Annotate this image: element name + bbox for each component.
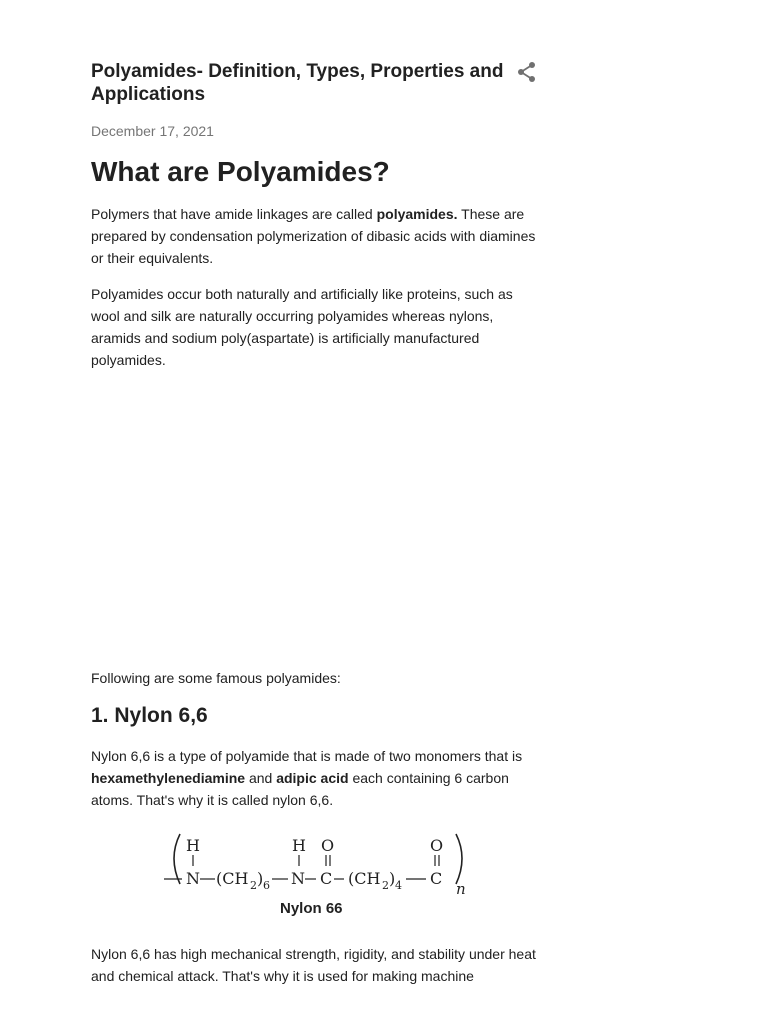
paragraph-nylon66: Nylon 6,6 is a type of polyamide that is made of two monomers that is hexamethylenediamine and adipic acid each containing 6 carbon atoms. That's why it is called nylon 6,6. (91, 748, 523, 808)
c-atom: C (430, 869, 443, 888)
h-atom: H (292, 836, 306, 855)
bold-term: adipic acid (276, 770, 349, 786)
formula-caption: Nylon 66 (280, 900, 343, 917)
o-atom: O (321, 836, 335, 855)
section-heading-nylon66: 1. Nylon 6,6 (91, 704, 208, 727)
paragraph-occurrence: Polyamides occur both naturally and artificially like proteins, such as wool and silk are naturally occurring polyamides whereas nylons, aramids and sodium poly(aspartate) is artificially manufactured polyamides. (91, 286, 513, 368)
repeat-count: n (456, 880, 466, 898)
c-atom: C (320, 869, 333, 888)
subscript: 2 (250, 879, 257, 892)
n-atom: N (186, 869, 200, 888)
post-title: Polyamides- Definition, Types, Properties and Applications (91, 61, 504, 105)
svg-text:): ) (257, 869, 264, 888)
h-atom: H (186, 836, 200, 855)
subscript: 2 (382, 879, 389, 892)
subscript: 6 (263, 879, 270, 892)
ch2-group: (CH (216, 869, 249, 888)
post-date: December 17, 2021 (91, 123, 214, 139)
paragraph-definition: Polymers that have amide linkages are called polyamides. These are prepared by condensation polymerization of dibasic acids with diamines or their equivalents. (91, 206, 536, 266)
paragraph-properties: Nylon 6,6 has high mechanical strength, rigidity, and stability under heat and chemical attack. That's why it is used for making machine (91, 946, 536, 984)
bold-term: polyamides. (376, 206, 458, 222)
bold-term: hexamethylenediamine (91, 770, 246, 786)
o-atom: O (430, 836, 444, 855)
share-icon[interactable] (516, 61, 538, 83)
ch2-group: (CH (348, 869, 381, 888)
paragraph-intro-list: Following are some famous polyamides: (91, 670, 341, 686)
svg-text:): ) (389, 869, 396, 888)
subscript: 4 (395, 879, 402, 892)
n-atom: N (291, 869, 305, 888)
article-heading: What are Polyamides? (91, 156, 390, 187)
